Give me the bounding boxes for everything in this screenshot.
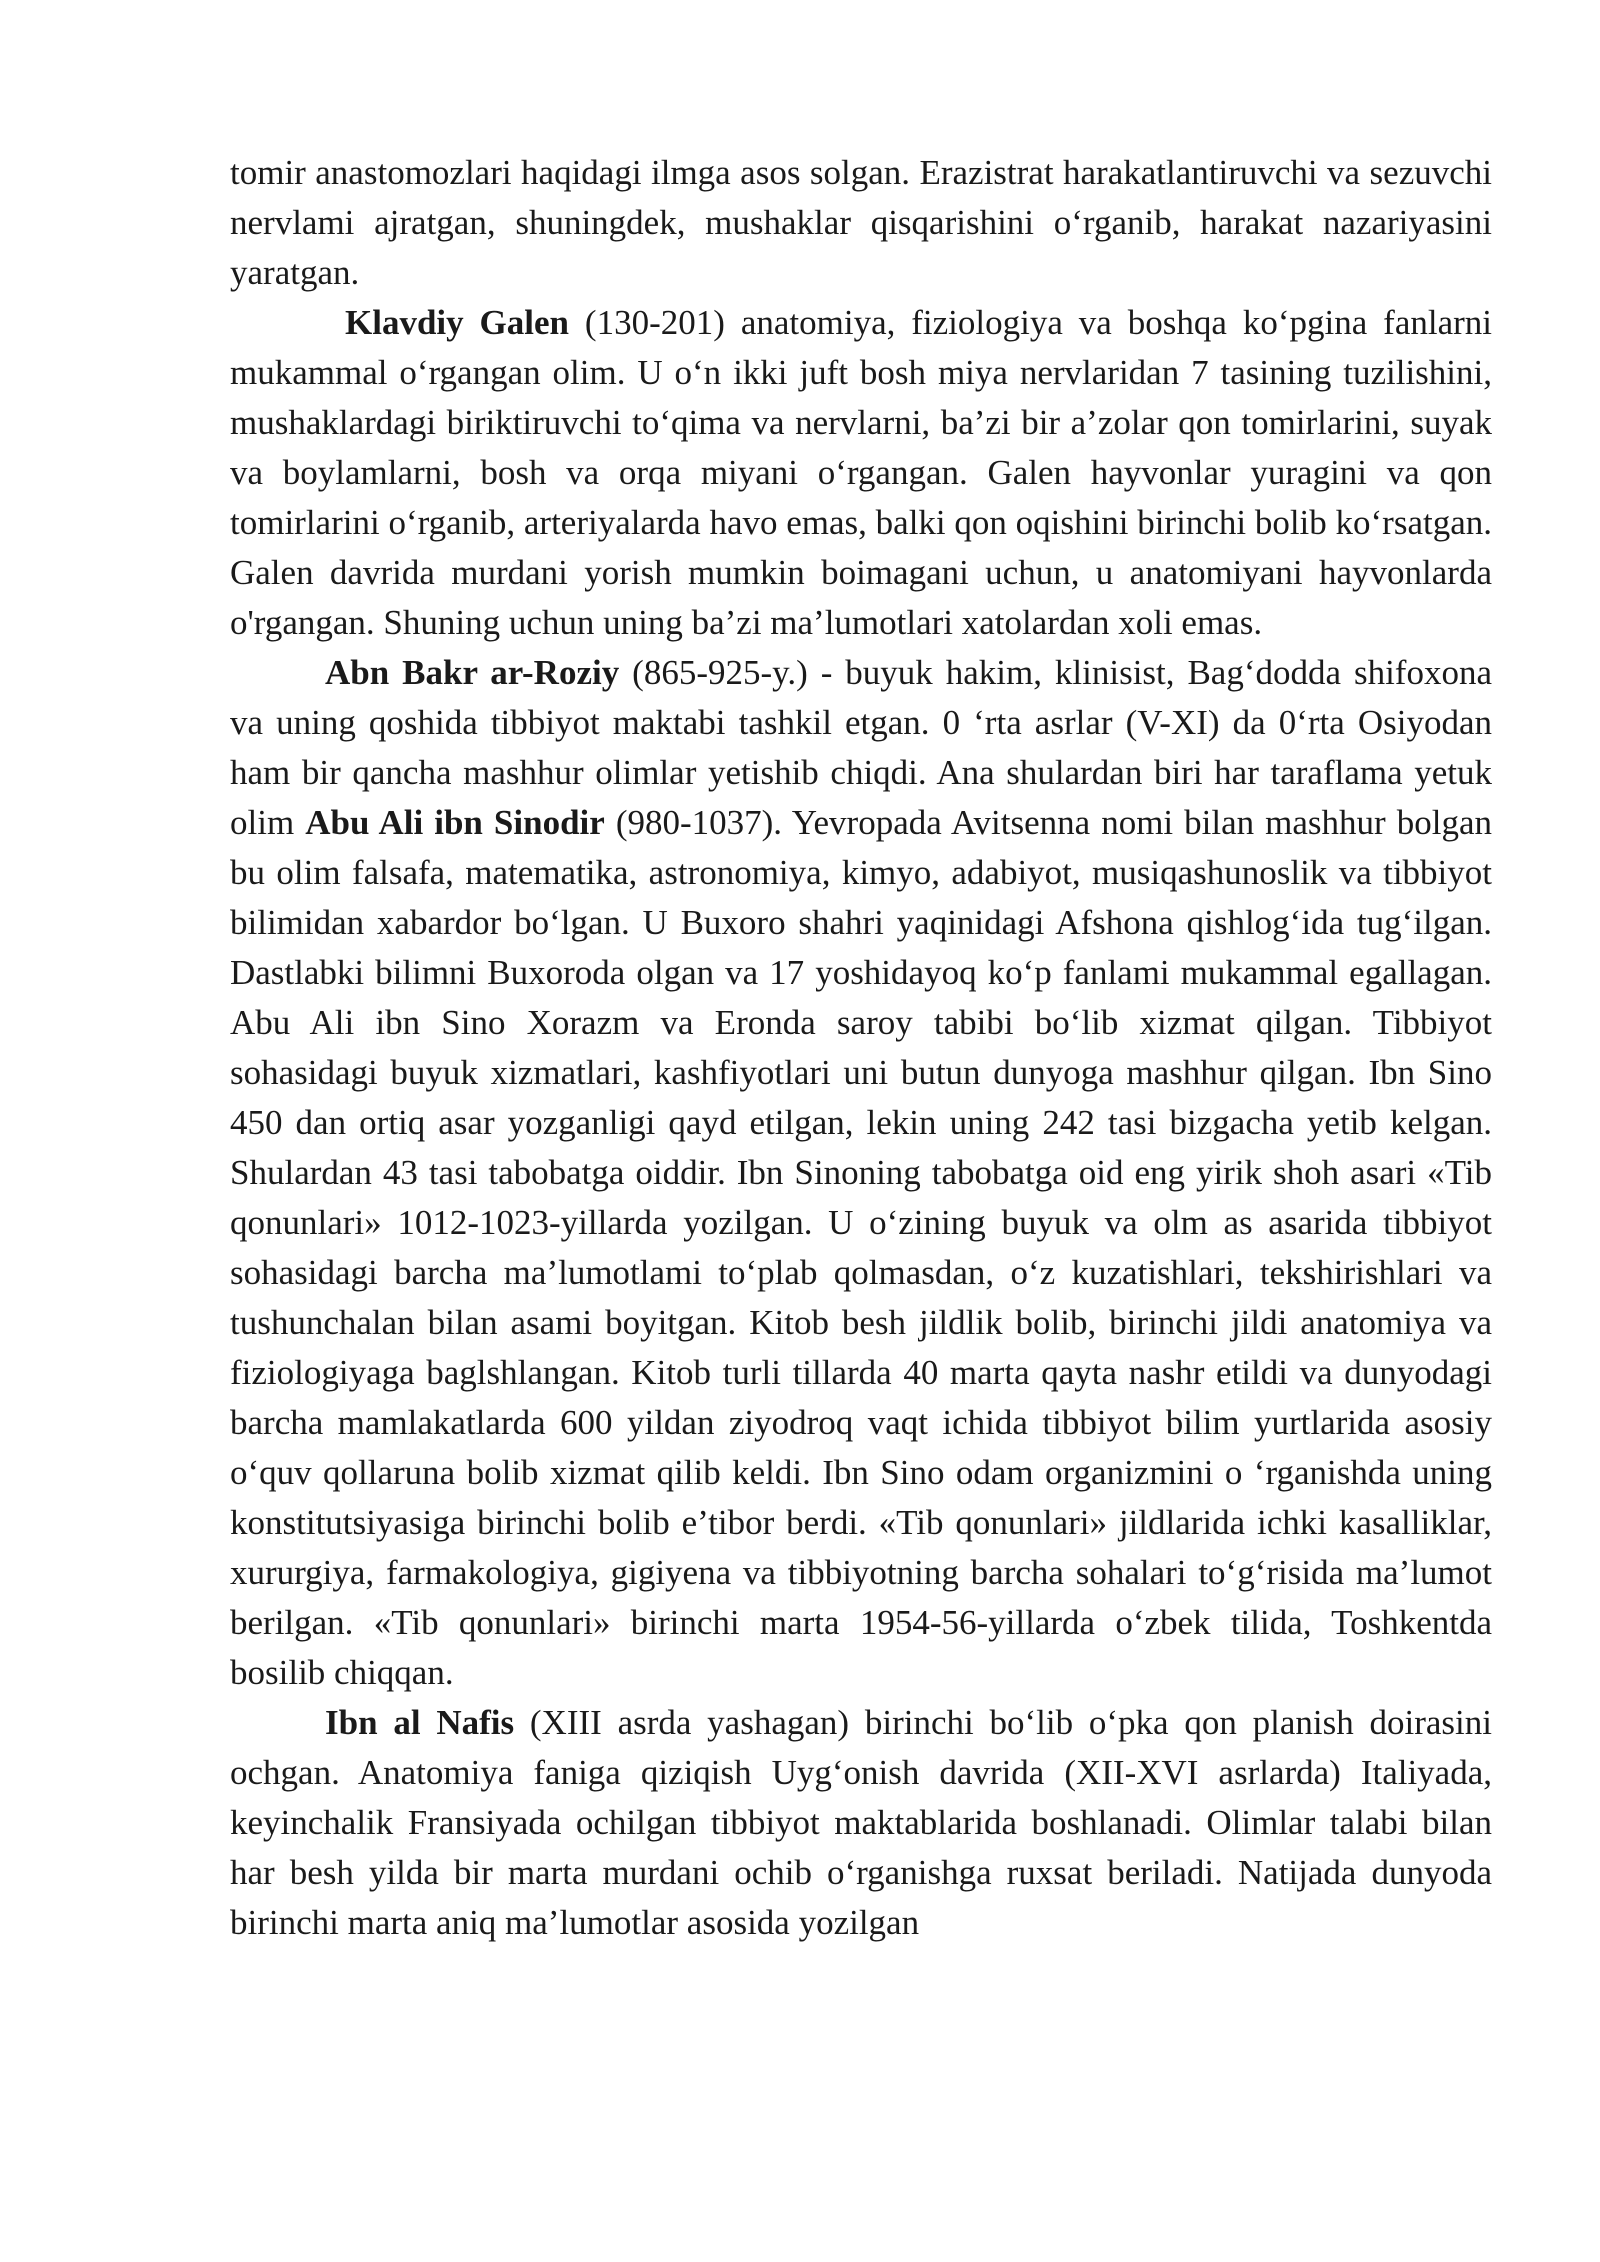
person-name-galen: Klavdiy Galen — [345, 303, 570, 342]
paragraph-text: (865-925-y.) - buyuk hakim, klinisist, Bag‘dodda shifoxona va uning qoshida tibbiyot maktabi tashkil etgan. 0 ‘rta asrlar (V-XI) da 0‘rta Osiyodan ham bir qancha mashhur olimlar yetishib chiqdi. Ana shulardan biri har taraflama yetuk olim — [230, 653, 1492, 842]
person-name-ibn-sino: Abu Ali ibn Sinodir — [305, 803, 605, 842]
paragraph-text: (130-201) anatomiya, fiziologiya va boshqa ko‘pgina fanlarni mukammal o‘rgangan olim. U o‘n ikki juft bosh miya nervlaridan 7 tasining tuzilishini, mushaklardagi biriktiruvchi to‘qima va nervlarni, ba’zi bir a’zolar qon tomirlarini, suyak va boylamlarni, bosh va orqa miyani o‘rgangan. Galen hayvonlar yuragini va qon tomirlarini o‘rganib, arteriyalarda havo emas, balki qon oqishini birinchi bolib ko‘rsatgan. Galen davrida murdani yorish mumkin boimagani uchun, u anatomiyani hayvonlarda o'rgangan. Shuning uchun uning ba’zi ma’lumotlari xatolardan xoli emas. — [230, 303, 1493, 642]
document-page — [230, 148, 1492, 1948]
person-name-roziy: Abn Bakr ar-Roziy — [325, 653, 620, 692]
person-name-ibn-al-nafis: Ibn al Nafis — [325, 1703, 515, 1742]
paragraph-roziy-ibn-sino — [230, 648, 1492, 1698]
paragraph-ibn-al-nafis — [230, 1698, 1492, 1948]
paragraph-text: tomir anastomozlari haqidagi ilmga asos solgan. Erazistrat harakatlantiruvchi va sezuvchi nervlami ajratgan, shuningdek, mushaklar qisqarishini o‘rganib, harakat nazariyasini yaratgan. — [230, 153, 1492, 292]
paragraph-text: (XIII asrda yashagan) birinchi bo‘lib o‘pka qon planish doirasini ochgan. Anatomiya faniga qiziqish Uyg‘onish davrida (XII-XVI asrlarda) Italiyada, keyinchalik Fransiyada ochilgan tibbiyot maktablarida boshlanadi. Olimlar talabi bilan har besh yilda bir marta murdani ochib o‘rganishga ruxsat beriladi. Natijada dunyoda birinchi marta aniq ma’lumotlar asosida yozilgan — [230, 1703, 1492, 1942]
paragraph-erazistrat — [230, 148, 1492, 298]
paragraph-galen — [230, 298, 1492, 648]
paragraph-text: (980-1037). Yevropada Avitsenna nomi bilan mashhur bolgan bu olim falsafa, matematika, astronomiya, kimyo, adabiyot, musiqashunoslik va tibbiyot bilimidan xabardor bo‘lgan. U Buxoro shahri yaqinidagi Afshona qishlog‘ida tug‘ilgan. Dastlabki bilimni Buxoroda olgan va 17 yoshidayoq ko‘p fanlami mukammal egallagan. Abu Ali ibn Sino Xorazm va Eronda saroy tabibi bo‘lib xizmat qilgan. Tibbiyot sohasidagi buyuk xizmatlari, kashfiyotlari uni butun dunyoga mashhur qilgan. Ibn Sino 450 dan ortiq asar yozganligi qayd etilgan, lekin uning 242 tasi bizgacha yetib kelgan. Shulardan 43 tasi tabobatga oiddir. Ibn Sinoning tabobatga oid eng yirik shoh asari «Tib qonunlari» 1012-1023-yillarda yozilgan. U o‘zining buyuk va olm as asarida tibbiyot sohasidagi barcha ma’lumotlami to‘plab qolmasdan, o‘z kuzatishlari, tekshirishlari va tushunchalan bilan asami boyitgan. Kitob besh jildlik bolib, birinchi jildi anatomiya va fiziologiyaga baglshlangan. Kitob turli tillarda 40 marta qayta nashr etildi va dunyodagi barcha mamlakatlarda 600 yildan ziyodroq vaqt ichida tibbiyot bilim yurtlarida asosiy o‘quv qollaruna bolib xizmat qilib keldi. Ibn Sino odam organizmini o ‘rganishda uning konstitutsiyasiga birinchi bolib e’tibor berdi. «Tib qonunlari» jildlarida ichki kasalliklar, xururgiya, farmakologiya, gigiyena va tibbiyotning barcha sohalari to‘g‘risida ma’lumot berilgan. «Tib qonunlari» birinchi marta 1954-56-yillarda o‘zbek tilida, Toshkentda bosilib chiqqan. — [230, 803, 1492, 1692]
